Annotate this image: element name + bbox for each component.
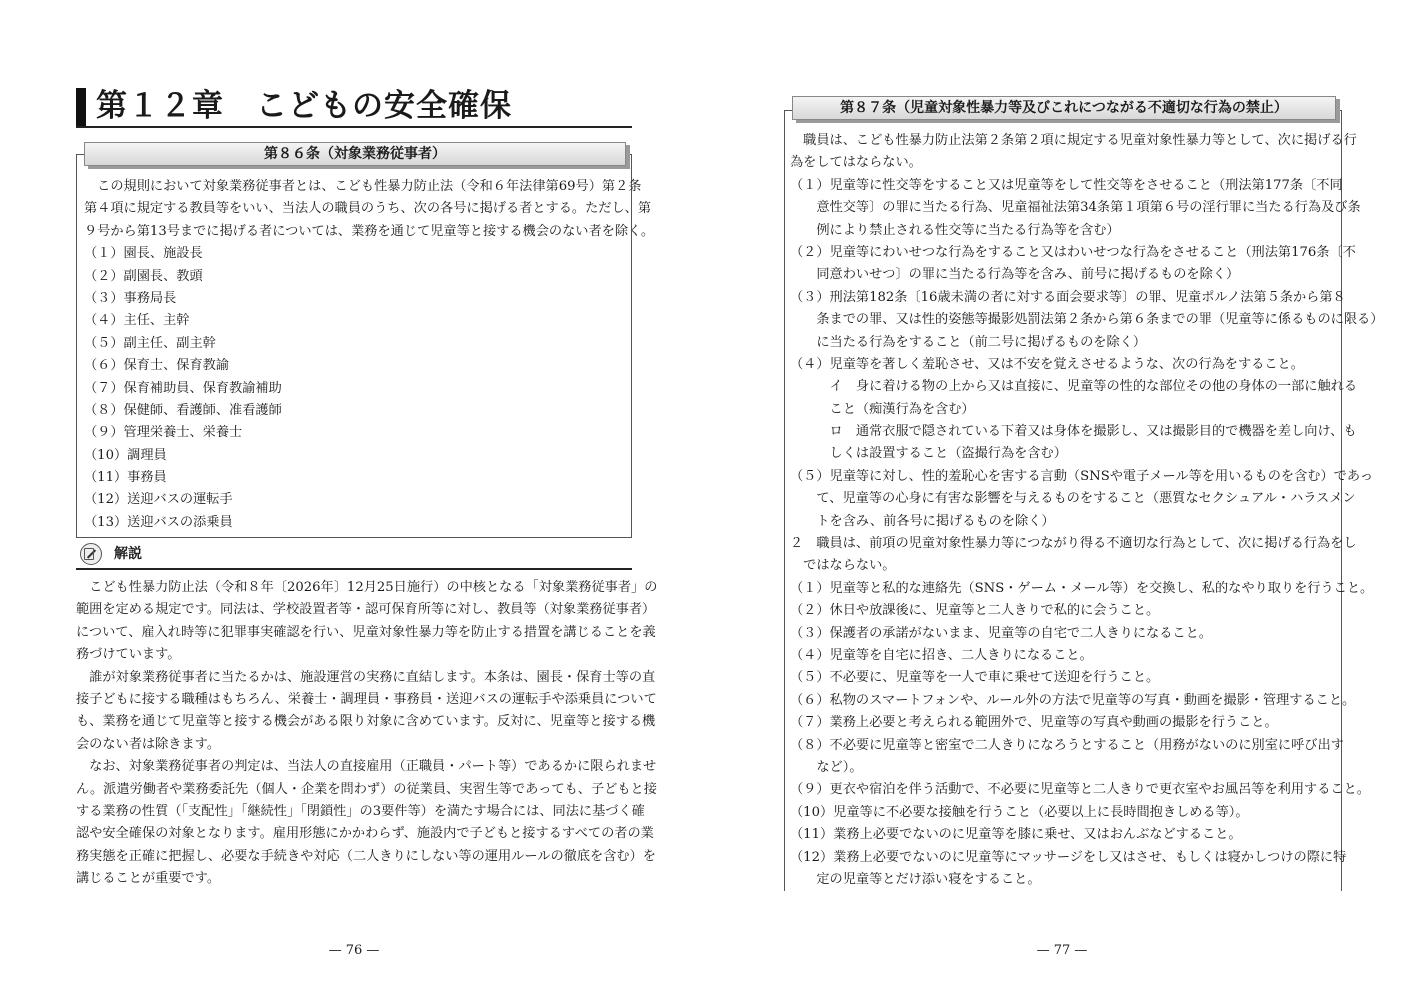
commentary-line: 務実態を正確に把握し、必要な手続きや対応（二人きりにしない等の運用ルールの徹底を含む）を — [76, 848, 656, 864]
body-line: ではならない。 — [790, 558, 896, 574]
body-line: （２）児童等にわいせつな行為をすること又はわいせつな行為をさせること（刑法第176条〔不 — [790, 244, 1356, 260]
body-line: ９号から第13号までに掲げる者については、業務を通じて児童等と接する機会のない者を除く。 — [84, 223, 655, 239]
body-line: イ 身に着ける物の上から又は直接に、児童等の性的な部位その他の身体の一部に触れる — [790, 379, 1358, 395]
list-item: （10）調理員 — [84, 447, 167, 463]
commentary-line: も、業務を通じて児童等と接する機会がある限り対象に含めています。反対に、児童等と接する機 — [76, 714, 656, 730]
commentary-line: 務づけています。 — [76, 647, 181, 663]
list-item: （６）保育士、保育教諭 — [84, 358, 230, 374]
body-line: （12）業務上必要でないのに児童等にマッサージをし又はさせ、もしくは寝かしつけの際に特 — [790, 849, 1347, 865]
list-item: （９）管理栄養士、栄養士 — [84, 425, 243, 441]
commentary-line: こども性暴力防止法（令和８年〔2026年〕12月25日施行）の中核となる「対象業務従事者」の — [76, 580, 658, 595]
commentary-line: 誰が対象業務従事者に当たるかは、施設運営の実務に直結します。本条は、園長・保育士等の直 — [76, 669, 656, 685]
body-line: 為をしてはならない。 — [790, 155, 922, 171]
commentary-line: について、雇入れ時等に犯罪事実確認を行い、児童対象性暴力等を防止する措置を講じることを義 — [76, 624, 656, 640]
commentary-heading — [76, 542, 632, 570]
right-page — [708, 0, 1416, 1000]
body-line: （３）刑法第182条〔16歳未満の者に対する面会要求等〕の罪、児童ポルノ法第５条から第８ — [790, 289, 1346, 305]
article-86-body — [84, 176, 654, 534]
commentary-body — [76, 577, 657, 890]
article-86-title: 第８６条（対象業務従事者） — [84, 142, 626, 166]
list-item: （５）副主任、副主幹 — [84, 335, 216, 351]
body-line: （６）私物のスマートフォンや、ルール外の方法で児童等の写真・動画を撮影・管理すること。 — [790, 692, 1356, 708]
commentary-line: 接子どもに接する職種はもちろん、栄養士・調理員・事務員・送迎バスの運転手や添乗員について — [76, 691, 657, 707]
body-line: （10）児童等に不必要な接触を行うこと（必要以上に長時間抱きしめる等）。 — [790, 804, 1249, 820]
body-line: ２ 職員は、前項の児童対象性暴力等につながり得る不適切な行為として、次に掲げる行為をし — [790, 536, 1357, 552]
body-line: に当たる行為をすること（前二号に掲げるものを除く） — [790, 334, 1147, 350]
body-line: しくは設置すること（盗撮行為を含む） — [790, 446, 1067, 462]
commentary-line: ん。派遣労働者や業務委託先（個人・企業を問わず）の従業員、実習生等であっても、子どもと接 — [76, 781, 657, 797]
body-line: この規則において対象業務従事者とは、こども性暴力防止法（令和６年法律第69号）第２条 — [84, 179, 642, 194]
list-item: （８）保健師、看護師、准看護師 — [84, 402, 282, 418]
commentary-line: 会のない者は除きます。 — [76, 736, 221, 752]
page-number-right: — 77 — — [1036, 943, 1088, 958]
list-item: （３）事務局長 — [84, 290, 177, 306]
body-line: こと（痴漢行為を含む） — [790, 401, 975, 417]
list-item: （２）副園長、教頭 — [84, 268, 203, 284]
list-item: （11）事務員 — [84, 470, 167, 486]
body-line: 職員は、こども性暴力防止法第２条第２項に規定する児童対象性暴力等として、次に掲げる行 — [790, 133, 1357, 148]
commentary-line: なお、対象業務従事者の判定は、当法人の直接雇用（正職員・パート等）であるかに限られませ — [76, 759, 657, 775]
body-line: 意性交等〕の罪に当たる行為、児童福祉法第34条第１項第６号の淫行罪に当たる行為及び条 — [790, 200, 1361, 216]
list-item: （１）園長、施設長 — [84, 246, 203, 262]
body-line: トを含み、前各号に掲げるものを除く） — [790, 513, 1055, 529]
body-line: （５）不必要に、児童等を一人で車に乗せて送迎を行うこと。 — [790, 670, 1160, 686]
chapter-bar — [76, 88, 86, 126]
commentary-line: 講じることが重要です。 — [76, 871, 221, 887]
body-line: （２）休日や放課後に、児童等と二人きりで私的に会うこと。 — [790, 603, 1160, 619]
page-number-left: — 76 — — [328, 943, 380, 958]
body-line: （１）児童等に性交等をすること又は児童等をして性交等をさせること（刑法第177条〔不同 — [790, 177, 1343, 193]
body-line: （４）児童等を著しく羞恥させ、又は不安を覚えさせるような、次の行為をすること。 — [790, 356, 1304, 372]
body-line: （８）不必要に児童等と密室で二人きりになろうとすること（用務がないのに別室に呼び出す — [790, 737, 1344, 753]
pencil-icon — [80, 543, 102, 565]
body-line: 第４項に規定する教員等をいい、当法人の職員のうち、次の各号に掲げる者とする。ただし、第 — [84, 201, 652, 217]
body-line: （７）業務上必要と考えられる範囲外で、児童等の写真や動画の撮影を行うこと。 — [790, 715, 1278, 731]
commentary-line: 範囲を定める規定です。同法は、学校設置者等・認可保育所等に対し、教員等（対象業務従事者） — [76, 602, 656, 618]
body-line: （５）児童等に対し、性的羞恥心を害する言動（SNSや電子メール等を用いるものを含む）であっ — [790, 468, 1374, 484]
body-line: 例により禁止される性交等に当たる行為等を含む） — [790, 222, 1120, 238]
body-line: 条までの罪、又は性的姿態等撮影処罰法第２条から第６条までの罪（児童等に係るものに限る） — [790, 312, 1384, 328]
list-item: （７）保育補助員、保育教諭補助 — [84, 380, 282, 396]
body-line: 定の児童等とだけ添い寝をすること。 — [790, 871, 1041, 887]
commentary-line: する業務の性質（「支配性」「継続性」「閉鎖性」の3要件等）を満たす場合には、同法に基づく確 — [76, 803, 645, 819]
commentary-line: 認や安全確保の対象となります。雇用形態にかかわらず、施設内で子どもと接するすべての者の業 — [76, 826, 654, 842]
body-line: て、児童等の心身に有害な影響を与えるものをすること（悪質なセクシュアル・ハラスメン — [790, 491, 1356, 507]
body-line: （４）児童等を自宅に招き、二人きりになること。 — [790, 647, 1093, 663]
article-87-title: 第８７条（児童対象性暴力等及びこれにつながる不適切な行為の禁止） — [792, 96, 1336, 120]
article-87-body — [790, 130, 1383, 891]
list-item: （13）送迎バスの添乗員 — [84, 514, 233, 530]
body-line: 同意わいせつ〕の罪に当たる行為等を含み、前号に掲げるものを除く） — [790, 267, 1240, 283]
body-line: （３）保護者の承諾がないまま、児童等の自宅で二人きりになること。 — [790, 625, 1212, 641]
commentary-label: 解説 — [114, 546, 142, 562]
body-line: （１）児童等と私的な連絡先（SNS・ゲーム・メール等）を交換し、私的なやり取りを行うこと。 — [790, 580, 1374, 596]
list-item: （12）送迎バスの運転手 — [84, 492, 233, 508]
body-line: など）。 — [790, 759, 863, 775]
chapter-heading — [76, 86, 632, 128]
list-item: （４）主任、主幹 — [84, 313, 190, 329]
chapter-title: 第１２章 こどもの安全確保 — [96, 88, 512, 124]
body-line: （11）業務上必要でないのに児童等を膝に乗せ、又はおんぶなどすること。 — [790, 827, 1242, 843]
body-line: （９）更衣や宿泊を伴う活動で、不必要に児童等と二人きりで更衣室やお風呂等を利用すること。 — [790, 782, 1370, 798]
body-line: ロ 通常衣服で隠されている下着又は身体を撮影し、又は撮影目的で機器を差し向け、も — [790, 424, 1357, 440]
